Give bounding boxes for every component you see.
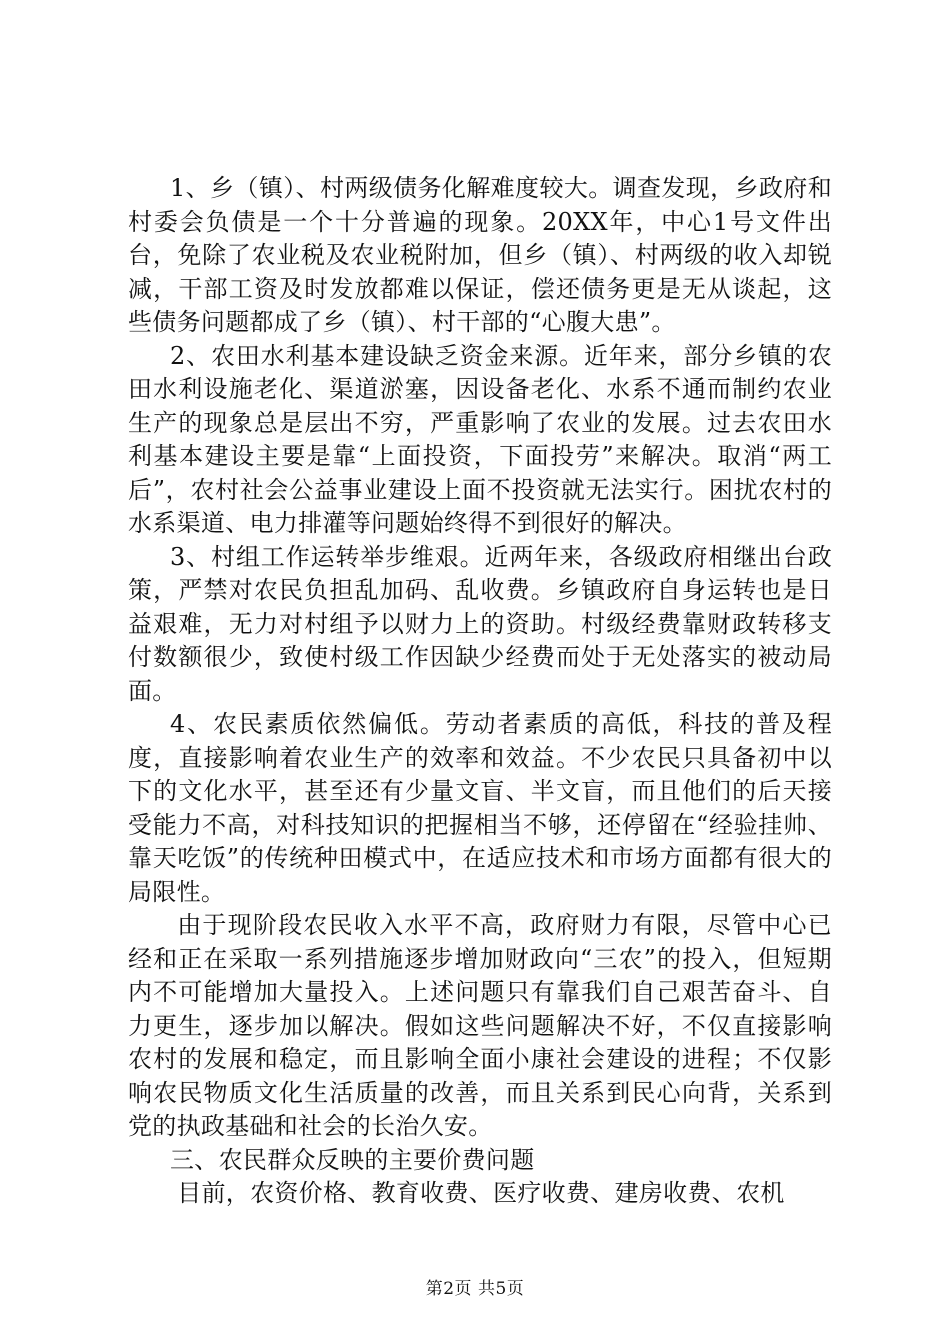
section-heading-pricing-issues: 三、农民群众反映的主要价费问题: [170, 1145, 535, 1174]
paragraph-pricing-intro: 目前，农资价格、教育收费、医疗收费、建房收费、农机: [177, 1179, 785, 1207]
paragraph-village-operations: 3、村组工作运转举步维艰。近两年来，各级政府相继出台政策，严禁对农民负担乱加码、乱收费。乡镇政府自身运转也是日益艰难，无力对村组予以财力上的资助。村级经费靠财政转移支付数额很少，致使村级工作因缺少经费而处于无处落实的被动局面。: [128, 542, 832, 705]
page-footer: 第2页 共5页: [425, 1279, 525, 1299]
paragraph-debt-resolution: 1、乡（镇）、村两级债务化解难度较大。调查发现，乡政府和村委会负债是一个十分普遍的现象。20XX年，中心1号文件出台，免除了农业税及农业税附加，但乡（镇）、村两级的收入却锐减，干部工资及时发放都难以保证，偿还债务更是无从谈起，这些债务问题都成了乡（镇）、村干部的“心腹大患”。: [128, 174, 832, 336]
document-body: [128, 172, 832, 1211]
paragraph-farmer-quality: 4、农民素质依然偏低。劳动者素质的高低，科技的普及程度，直接影响着农业生产的效率和效益。不少农民只具备初中以下的文化水平，甚至还有少量文盲、半文盲，而且他们的后天接受能力不高，对科技知识的把握相当不够，还停留在“经验挂帅、靠天吃饭”的传统种田模式中，在适应技术和市场方面都有很大的局限性。: [128, 710, 832, 906]
paragraph-irrigation-funding: 2、农田水利基本建设缺乏资金来源。近年来，部分乡镇的农田水利设施老化、渠道淤塞，因设备老化、水系不通而制约农业生产的现象总是层出不穷，严重影响了农业的发展。过去农田水利基本建设主要是靠“上面投资，下面投劳”来解决。取消“两工后”，农村社会公益事业建设上面不投资就无法实行。困扰农村的水系渠道、电力排灌等问题始终得不到很好的解决。: [128, 341, 832, 537]
paragraph-summary: 由于现阶段农民收入水平不高，政府财力有限，尽管中心已经和正在采取一系列措施逐步增加财政向“三农”的投入，但短期内不可能增加大量投入。上述问题只有靠我们自己艰苦奋斗、自力更生，逐步加以解决。假如这些问题解决不好，不仅直接影响农村的发展和稳定，而且影响全面小康社会建设的进程；不仅影响农民物质文化生活质量的改善，而且关系到民心向背，关系到党的执政基础和社会的长治久安。: [128, 911, 832, 1140]
